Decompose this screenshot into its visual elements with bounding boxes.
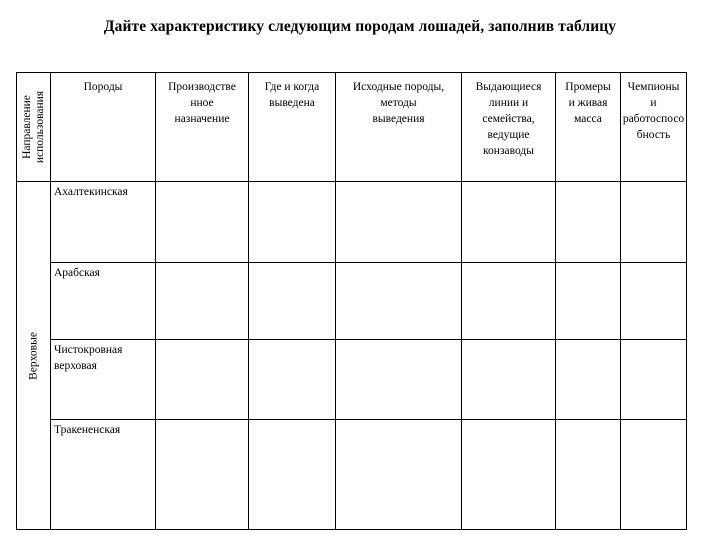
- empty-cell[interactable]: [621, 420, 687, 530]
- header-measurements: Промеры и живая масса: [556, 73, 621, 182]
- direction-header-cell: [17, 73, 51, 182]
- header-lines-families: Выдающиеся линии и семейства, ведущие конзаводы: [462, 73, 556, 182]
- empty-cell[interactable]: [462, 263, 556, 340]
- empty-cell[interactable]: [556, 182, 621, 263]
- empty-cell[interactable]: [462, 182, 556, 263]
- empty-cell[interactable]: [249, 263, 336, 340]
- empty-cell[interactable]: [336, 263, 462, 340]
- page-title: Дайте характеристику следующим породам лошадей, заполнив таблицу: [103, 18, 617, 35]
- breed-cell: Тракененская: [51, 420, 156, 530]
- empty-cell[interactable]: [156, 340, 249, 420]
- empty-cell[interactable]: [156, 263, 249, 340]
- empty-cell[interactable]: [556, 263, 621, 340]
- empty-cell[interactable]: [336, 420, 462, 530]
- breed-cell: Ахалтекинская: [51, 182, 156, 263]
- empty-cell[interactable]: [249, 340, 336, 420]
- header-source-breeds: Исходные породы, методы выведения: [336, 73, 462, 182]
- empty-cell[interactable]: [621, 263, 687, 340]
- breed-cell: Чистокровная верховая: [51, 340, 156, 420]
- empty-cell[interactable]: [462, 420, 556, 530]
- group-label: Верховые: [27, 331, 39, 380]
- table-row: [17, 263, 687, 340]
- group-cell: [17, 182, 51, 530]
- table-row: [17, 420, 687, 530]
- header-breeds: Породы: [51, 73, 156, 182]
- empty-cell[interactable]: [336, 340, 462, 420]
- header-champions: Чемпионы и работоспосо бность: [621, 73, 687, 182]
- empty-cell[interactable]: [462, 340, 556, 420]
- empty-cell[interactable]: [156, 182, 249, 263]
- empty-cell[interactable]: [621, 182, 687, 263]
- empty-cell[interactable]: [621, 340, 687, 420]
- header-purpose: Производстве нное назначение: [156, 73, 249, 182]
- header-origin: Где и когда выведена: [249, 73, 336, 182]
- empty-cell[interactable]: [249, 182, 336, 263]
- empty-cell[interactable]: [156, 420, 249, 530]
- empty-cell[interactable]: [556, 420, 621, 530]
- empty-cell[interactable]: [556, 340, 621, 420]
- empty-cell[interactable]: [336, 182, 462, 263]
- breed-cell: Арабская: [51, 263, 156, 340]
- header-row: [17, 73, 687, 182]
- table-row: [17, 340, 687, 420]
- breeds-table: [16, 72, 687, 530]
- direction-header: Направление использования: [20, 90, 46, 164]
- empty-cell[interactable]: [249, 420, 336, 530]
- table-row: [17, 182, 687, 263]
